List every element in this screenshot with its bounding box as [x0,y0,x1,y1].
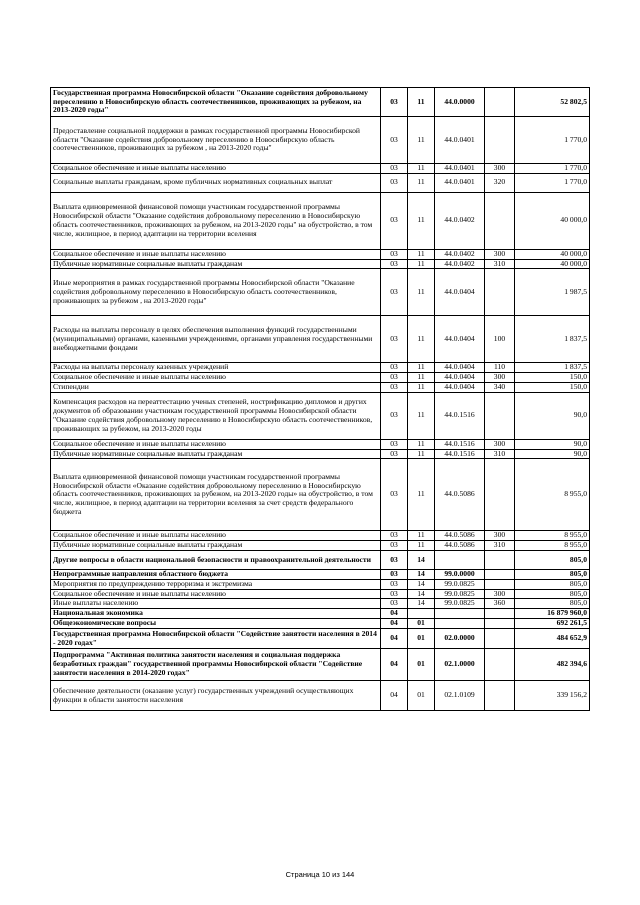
row-expense-type [485,550,515,569]
row-expense-type: 300 [485,249,515,259]
row-name: Расходы на выплаты персоналу в целях обеспечения выполнения функций государственными (муниципальными) органами, казенными учреждениями, органами управления государственными внебюджетными фондами [51,316,381,363]
row-name: Социальное обеспечение и иные выплаты населению [51,439,381,449]
row-expense-type [485,629,515,649]
row-target-code: 44.0.0404 [435,373,485,383]
row-amount: 1 837,5 [515,316,590,363]
row-amount: 1 837,5 [515,363,590,373]
table-row [51,531,590,541]
row-subsection: 11 [408,382,435,392]
row-amount: 90,0 [515,449,590,459]
row-expense-type [485,269,515,316]
row-subsection: 11 [408,117,435,164]
row-expense-type: 310 [485,541,515,551]
row-subsection: 11 [408,173,435,192]
row-expense-type: 300 [485,439,515,449]
row-target-code [435,550,485,569]
table-row [51,449,590,459]
row-amount: 1 770,0 [515,117,590,164]
row-section: 03 [381,363,408,373]
row-expense-type: 300 [485,531,515,541]
row-target-code [435,609,485,619]
row-expense-type [485,192,515,249]
table-row [51,681,590,711]
table-body [51,88,590,711]
row-section: 03 [381,249,408,259]
row-target-code: 44.0.0404 [435,316,485,363]
row-expense-type: 360 [485,599,515,609]
row-subsection: 11 [408,192,435,249]
row-section: 03 [381,192,408,249]
row-name: Государственная программа Новосибирской области "Оказание содействия добровольному переселению в Новосибирскую область соотечественников, проживающих за рубежом, на 2013-2020 годы" [51,88,381,117]
row-subsection: 11 [408,392,435,439]
row-target-code: 44.0.5086 [435,541,485,551]
row-target-code: 44.0.0402 [435,249,485,259]
row-subsection [408,609,435,619]
row-name: Подпрограмма "Активная политика занятости населения и социальная поддержка безработных граждан" государственной программы Новосибирской области "Содействие занятости населения в 2014-2020 годах" [51,649,381,681]
row-amount: 484 652,9 [515,629,590,649]
row-name: Публичные нормативные социальные выплаты гражданам [51,541,381,551]
table-row [51,382,590,392]
table-row [51,589,590,599]
row-section: 03 [381,541,408,551]
row-section: 03 [381,550,408,569]
row-amount: 8 955,0 [515,531,590,541]
row-subsection: 14 [408,550,435,569]
row-subsection: 11 [408,249,435,259]
row-subsection: 01 [408,681,435,711]
row-subsection: 11 [408,541,435,551]
row-target-code: 99.0.0825 [435,589,485,599]
table-row [51,88,590,117]
row-target-code: 44.0.0402 [435,192,485,249]
row-amount: 482 394,6 [515,649,590,681]
row-subsection: 11 [408,439,435,449]
table-row [51,609,590,619]
row-expense-type [485,681,515,711]
table-row [51,249,590,259]
row-name: Социальные выплаты гражданам, кроме публичных нормативных социальных выплат [51,173,381,192]
table-row [51,649,590,681]
row-amount: 150,0 [515,382,590,392]
row-amount: 339 156,2 [515,681,590,711]
row-name: Общеэкономические вопросы [51,619,381,629]
row-section: 04 [381,681,408,711]
row-name: Выплата единовременной финансовой помощи участникам государственной программы Новосибирской области «Оказание содействия добровольному переселению в Новосибирскую область соотечественников, проживающих за рубежом, на 2013-2020 годы» на обустройство, в том числе, жилищное, в период адаптации на территории вселения за счет средств федерального бюджета [51,459,381,531]
row-target-code: 44.0.1516 [435,439,485,449]
row-section: 04 [381,619,408,629]
table-row [51,192,590,249]
row-target-code: 99.0.0000 [435,569,485,579]
row-expense-type [485,609,515,619]
row-amount: 40 000,0 [515,249,590,259]
row-amount: 805,0 [515,550,590,569]
row-section: 04 [381,609,408,619]
row-target-code: 44.0.0404 [435,382,485,392]
row-expense-type: 110 [485,363,515,373]
table-row [51,629,590,649]
row-section: 03 [381,579,408,589]
row-target-code [435,619,485,629]
row-subsection: 11 [408,531,435,541]
row-amount: 150,0 [515,373,590,383]
row-name: Публичные нормативные социальные выплаты гражданам [51,259,381,269]
row-expense-type [485,459,515,531]
row-target-code: 02.1.0000 [435,649,485,681]
row-section: 04 [381,649,408,681]
row-amount: 40 000,0 [515,259,590,269]
row-name: Стипендии [51,382,381,392]
row-amount: 8 955,0 [515,459,590,531]
row-expense-type [485,569,515,579]
row-section: 03 [381,117,408,164]
row-amount: 90,0 [515,392,590,439]
row-expense-type: 320 [485,173,515,192]
row-amount: 8 955,0 [515,541,590,551]
row-target-code: 44.0.0404 [435,269,485,316]
row-name: Другие вопросы в области национальной безопасности и правоохранительной деятельности [51,550,381,569]
row-target-code: 02.0.0000 [435,629,485,649]
row-section: 03 [381,459,408,531]
row-name: Социальное обеспечение и иные выплаты населению [51,164,381,174]
row-expense-type [485,392,515,439]
row-subsection: 01 [408,649,435,681]
row-name: Государственная программа Новосибирской области "Содействие занятости населения в 2014 - 2020 годах" [51,629,381,649]
row-amount: 40 000,0 [515,192,590,249]
row-target-code: 44.0.1516 [435,392,485,439]
row-section: 03 [381,392,408,439]
table-row [51,164,590,174]
row-target-code: 44.0.0404 [435,363,485,373]
table-row [51,316,590,363]
row-amount: 805,0 [515,569,590,579]
row-target-code: 44.0.1516 [435,449,485,459]
table-row [51,373,590,383]
row-expense-type [485,88,515,117]
row-name: Предоставление социальной поддержки в рамках государственной программы Новосибирской области "Оказание содействия добровольному переселению в Новосибирскую область соотечественников, проживающих за рубежом , на 2013-2020 годы" [51,117,381,164]
row-subsection: 11 [408,259,435,269]
row-target-code: 99.0.0825 [435,599,485,609]
row-section: 03 [381,589,408,599]
row-section: 03 [381,88,408,117]
row-subsection: 11 [408,164,435,174]
row-target-code: 44.0.0401 [435,173,485,192]
row-section: 03 [381,569,408,579]
table-row [51,269,590,316]
row-target-code: 02.1.0109 [435,681,485,711]
row-section: 03 [381,382,408,392]
row-amount: 805,0 [515,589,590,599]
row-target-code: 99.0.0825 [435,579,485,589]
row-subsection: 11 [408,363,435,373]
table-row [51,259,590,269]
row-subsection: 14 [408,569,435,579]
row-subsection: 14 [408,579,435,589]
row-expense-type: 310 [485,259,515,269]
row-target-code: 44.0.5086 [435,459,485,531]
row-target-code: 44.0.5086 [435,531,485,541]
row-target-code: 44.0.0401 [435,117,485,164]
table-row [51,439,590,449]
row-section: 03 [381,599,408,609]
row-name: Социальное обеспечение и иные выплаты населению [51,531,381,541]
table-row [51,599,590,609]
row-name: Мероприятия по предупреждению терроризма и экстремизма [51,579,381,589]
row-expense-type: 310 [485,449,515,459]
row-amount: 1 770,0 [515,164,590,174]
row-name: Иные мероприятия в рамках государственной программы Новосибирской области "Оказание содействия добровольному переселению в Новосибирскую область соотечественников, проживающих за рубежом , на 2013-2020 годы" [51,269,381,316]
row-expense-type: 300 [485,164,515,174]
row-expense-type [485,649,515,681]
row-expense-type [485,619,515,629]
table-row [51,550,590,569]
row-subsection: 14 [408,589,435,599]
table-row [51,392,590,439]
row-section: 03 [381,316,408,363]
row-amount: 16 879 960,0 [515,609,590,619]
row-expense-type: 300 [485,589,515,599]
table-row [51,541,590,551]
row-subsection: 14 [408,599,435,609]
row-amount: 1 987,5 [515,269,590,316]
row-name: Социальное обеспечение и иные выплаты населению [51,589,381,599]
row-name: Компенсация расходов на переаттестацию ученых степеней, нострификацию дипломов и других документов об образовании участникам государственной программы Новосибирской области "Оказание содействия добровольному переселению в Новосибирскую область соотечественников, проживающих за рубежом, на 2013-2020 годы [51,392,381,439]
row-subsection: 11 [408,269,435,316]
row-target-code: 44.0.0402 [435,259,485,269]
row-section: 03 [381,269,408,316]
row-subsection: 11 [408,316,435,363]
table-row [51,569,590,579]
row-section: 03 [381,439,408,449]
row-subsection: 11 [408,459,435,531]
row-name: Социальное обеспечение и иные выплаты населению [51,249,381,259]
row-section: 03 [381,173,408,192]
row-name: Выплата единовременной финансовой помощи участникам государственной программы Новосибирской области "Оказание содействия добровольному переселению в Новосибирскую область соотечественников, проживающих за рубежом, на 2013-2020 годы" на обустройство, в том числе, жилищное, в период адаптации на территории вселения [51,192,381,249]
row-subsection: 01 [408,629,435,649]
row-name: Публичные нормативные социальные выплаты гражданам [51,449,381,459]
page-footer: Страница 10 из 144 [285,870,355,879]
table-row [51,363,590,373]
row-target-code: 44.0.0401 [435,164,485,174]
row-name: Непрограммные направления областного бюджета [51,569,381,579]
row-name: Иные выплаты населению [51,599,381,609]
row-section: 03 [381,164,408,174]
row-amount: 805,0 [515,579,590,589]
row-section: 03 [381,373,408,383]
row-section: 03 [381,449,408,459]
row-section: 04 [381,629,408,649]
row-expense-type: 340 [485,382,515,392]
table-row [51,579,590,589]
table-row [51,173,590,192]
row-expense-type: 300 [485,373,515,383]
table-row [51,619,590,629]
row-expense-type [485,117,515,164]
row-name: Расходы на выплаты персоналу казенных учреждений [51,363,381,373]
row-subsection: 11 [408,88,435,117]
row-name: Обеспечение деятельности (оказание услуг) государственных учреждений осуществляющих функции в области занятости населения [51,681,381,711]
row-subsection: 11 [408,373,435,383]
row-expense-type: 100 [485,316,515,363]
row-subsection: 11 [408,449,435,459]
row-amount: 1 770,0 [515,173,590,192]
row-amount: 52 802,5 [515,88,590,117]
row-target-code: 44.0.0000 [435,88,485,117]
budget-table [50,87,590,711]
row-amount: 805,0 [515,599,590,609]
row-section: 03 [381,259,408,269]
budget-table-container [50,87,589,711]
table-row [51,459,590,531]
row-amount: 692 261,5 [515,619,590,629]
row-subsection: 01 [408,619,435,629]
row-name: Национальная экономика [51,609,381,619]
table-row [51,117,590,164]
row-amount: 90,0 [515,439,590,449]
row-name: Социальное обеспечение и иные выплаты населению [51,373,381,383]
row-section: 03 [381,531,408,541]
row-expense-type [485,579,515,589]
